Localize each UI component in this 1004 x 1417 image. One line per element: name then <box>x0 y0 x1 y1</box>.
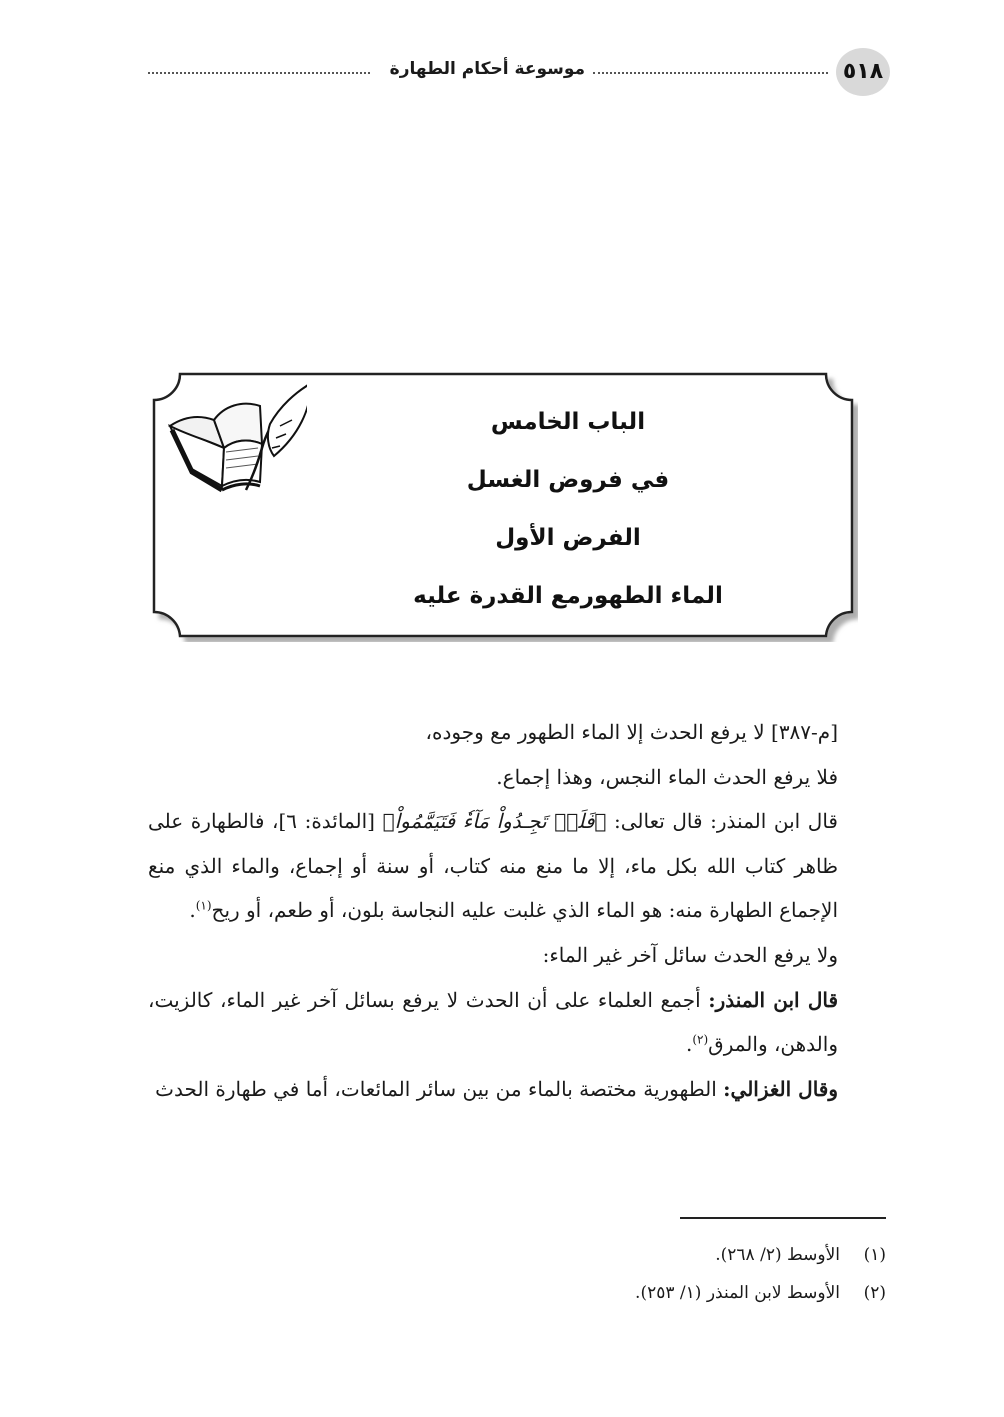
paragraph: فلا يرفع الحدث الماء النجس، وهذا إجماع. <box>496 764 838 789</box>
footnote-ref[interactable]: (٢) <box>692 1032 709 1047</box>
section-heading: الفرض الأول <box>495 525 641 551</box>
paragraph <box>148 978 886 1067</box>
chapter-subheading: في فروض الغسل <box>466 467 670 493</box>
footnotes <box>148 1236 886 1312</box>
quote-author: وقال الغزالي: <box>723 1076 838 1101</box>
page-number: ٥١٨ <box>836 48 890 96</box>
footnote-number: (٢) <box>863 1283 886 1303</box>
paragraph-text: . <box>685 1032 693 1057</box>
paragraph-text: أجمع العلماء على أن الحدث لا يرفع بسائل آخر غير الماء، كالزيت، والدهن، والمرق <box>148 987 838 1057</box>
paragraph <box>148 799 886 933</box>
body-text <box>148 710 886 1111</box>
book-and-quill-icon <box>162 378 307 498</box>
paragraph-text: [المائدة: ٦]، فالطهارة على ظاهر كتاب الله بكل ماء، إلا ما منع منه كتاب، أو سنة أو إجماع، والماء الذي منع الإجماع الطهارة منه: هو الماء الذي غلبت عليه النجاسة بلون، أو طعم، أو ريح <box>148 809 838 923</box>
paragraph: [م-٣٨٧] لا يرفع الحدث إلا الماء الطهور مع وجوده، <box>425 720 838 744</box>
chapter-title-block <box>318 400 818 632</box>
paragraph <box>148 1067 886 1112</box>
paragraph-text: قال ابن المنذر: قال تعالى: <box>606 809 838 834</box>
footnote-separator <box>680 1217 886 1219</box>
quran-verse: ﴿فَلَمۡ تَجِـدُواْ مَآءٗ فَتَيَمَّمُواْ﴾ <box>382 809 607 834</box>
footnote-number: (١) <box>863 1245 886 1265</box>
header-dotted-rule <box>593 72 828 74</box>
chapter-heading: الباب الخامس <box>490 409 646 435</box>
running-header <box>148 48 890 96</box>
quote-author: قال ابن المنذر: <box>708 987 838 1012</box>
paragraph-text: الطهورية مختصة بالماء من بين سائر المائعات، أما في طهارة الحدث <box>155 1076 724 1101</box>
footnote-ref[interactable]: (١) <box>195 898 212 913</box>
footnote <box>148 1236 886 1274</box>
header-dotted-rule <box>148 72 370 74</box>
footnote-text: الأوسط (٢/ ٢٦٨). <box>715 1245 840 1265</box>
paragraph-text: . <box>189 898 196 923</box>
chapter-title-frame <box>148 370 858 642</box>
paragraph: ولا يرفع الحدث سائل آخر غير الماء: <box>542 942 838 967</box>
section-subheading: الماء الطهورمع القدرة عليه <box>413 583 723 609</box>
running-title: موسوعة أحكام الطهارة <box>389 59 585 79</box>
footnote <box>148 1274 886 1312</box>
footnote-text: الأوسط لابن المنذر (١/ ٢٥٣). <box>635 1283 840 1303</box>
